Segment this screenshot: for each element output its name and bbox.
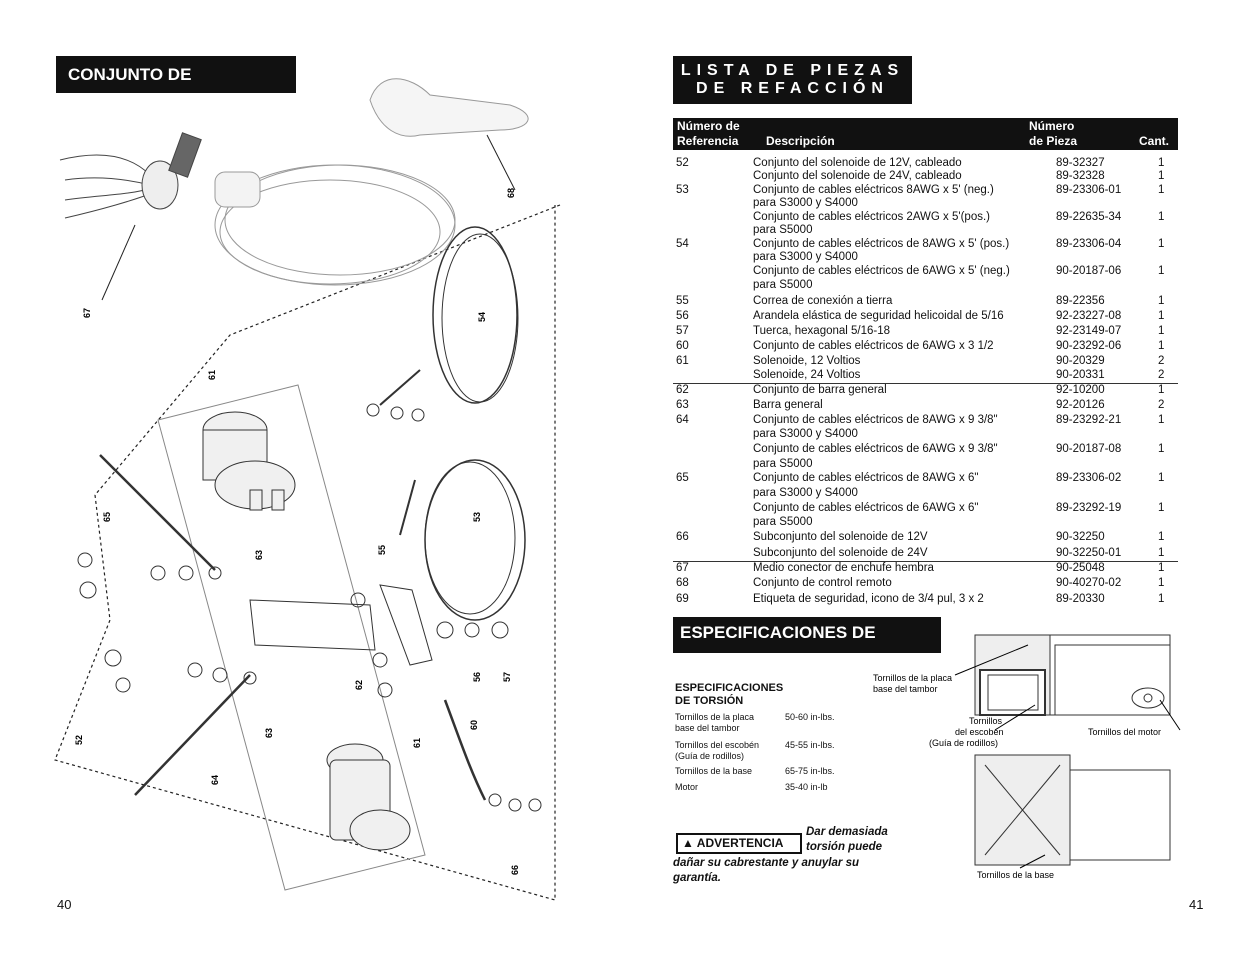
description-cell: Conjunto de cables eléctricos 2AWG x 5'(pos.) [753, 211, 990, 223]
description-cell: Conjunto de cables eléctricos de 8AWG x 6" [753, 472, 979, 484]
part-number-cell: 90-20187-06 [1056, 265, 1122, 277]
description-cell: Conjunto de cables eléctricos de 8AWG x 5' (pos.) [753, 238, 1010, 250]
description-cell: Barra general [753, 399, 823, 411]
spec-label-line2: base del tambor [675, 723, 740, 733]
spec-label-line2: (Guía de rodillos) [675, 751, 745, 761]
ref-cell: 66 [676, 531, 689, 543]
warning-badge-label: ADVERTENCIA [696, 836, 784, 850]
page-number-left: 40 [57, 897, 72, 912]
description-cell: Correa de conexión a tierra [753, 295, 893, 307]
qty-cell: 1 [1158, 157, 1165, 169]
warning-line4: garantía. [673, 872, 721, 884]
qty-cell: 1 [1158, 170, 1165, 182]
qty-cell: 1 [1158, 310, 1165, 322]
description-cell: Conjunto del solenoide de 12V, cableado [753, 157, 962, 169]
cable-60 [445, 700, 485, 800]
svg-text:52: 52 [74, 734, 84, 745]
header-part-line2: de Pieza [1029, 134, 1078, 148]
torque-subtitle-line1: ESPECIFICACIONES [675, 682, 784, 694]
ref-cell: 62 [676, 384, 689, 396]
part-number-cell: 92-10200 [1056, 384, 1105, 396]
qty-cell: 1 [1158, 295, 1165, 307]
description-cell: para S3000 y S4000 [753, 487, 858, 499]
part-number-cell: 92-20126 [1056, 399, 1105, 411]
part-number-cell: 89-22356 [1056, 295, 1105, 307]
ground-strap [380, 585, 432, 665]
ref-cell: 68 [676, 577, 689, 589]
plug-connector [60, 133, 201, 218]
svg-text:57: 57 [502, 671, 512, 682]
qty-cell: 2 [1158, 369, 1165, 381]
header-ref-line2: Referencia [677, 134, 739, 148]
warning-badge [676, 833, 802, 854]
svg-text:61: 61 [207, 369, 217, 380]
description-cell: Subconjunto del solenoide de 24V [753, 547, 928, 559]
spec-label-line1: Tornillos del escobén [675, 740, 760, 750]
cable-64 [135, 675, 250, 795]
description-cell: Conjunto de cables eléctricos de 6AWG x 9 3/8" [753, 443, 998, 455]
part-number-cell: 89-22635-34 [1056, 211, 1122, 223]
qty-cell: 1 [1158, 562, 1165, 574]
part-number-cell: 89-32328 [1056, 170, 1105, 182]
description-cell: Conjunto de cables eléctricos de 6AWG x 6" [753, 502, 979, 514]
hardware-washers [78, 404, 541, 811]
description-cell: para S3000 y S4000 [753, 251, 858, 263]
fig-label-base: Tornillos de la base [977, 870, 1055, 880]
part-number-cell: 89-23306-02 [1056, 472, 1122, 484]
description-cell: para S5000 [753, 458, 813, 470]
qty-cell: 1 [1158, 502, 1165, 514]
part-number-cell: 90-20187-08 [1056, 443, 1122, 455]
part-number-cell: 90-23292-06 [1056, 340, 1122, 352]
section-title-solenoid: CONJUNTO DE SOLENOIDE [56, 56, 296, 93]
svg-text:60: 60 [469, 719, 479, 730]
part-number-cell: 90-25048 [1056, 562, 1105, 574]
cable-53 [425, 460, 525, 620]
torque-spec-value: 65-75 in-lbs. [785, 766, 835, 776]
table-divider [673, 561, 1178, 562]
ref-cell: 65 [676, 472, 689, 484]
part-number-cell: 90-32250 [1056, 531, 1105, 543]
ref-cell: 67 [676, 562, 689, 574]
header-qty: Cant. [1139, 134, 1169, 148]
ref-cell: 54 [676, 238, 689, 250]
ref-cell: 63 [676, 399, 689, 411]
part-number-cell: 89-23292-21 [1056, 414, 1122, 426]
svg-text:63: 63 [254, 549, 264, 560]
description-cell: Conjunto de cables eléctricos de 6AWG x 3 1/2 [753, 340, 994, 352]
part-number-cell: 90-32250-01 [1056, 547, 1122, 559]
description-cell: Tuerca, hexagonal 5/16-18 [753, 325, 891, 337]
description-cell: Solenoide, 12 Voltios [753, 355, 861, 367]
description-cell: Arandela elástica de seguridad helicoidal de 5/16 [753, 310, 1004, 322]
solenoid-bottom [327, 744, 410, 850]
description-cell: Conjunto de cables eléctricos de 8AWG x 9 3/8" [753, 414, 998, 426]
svg-text:67: 67 [82, 307, 92, 318]
fig-label-motor: Tornillos del motor [1088, 727, 1162, 737]
ref-cell: 56 [676, 310, 689, 322]
description-cell: para S5000 [753, 279, 813, 291]
qty-cell: 1 [1158, 547, 1165, 559]
winch-torque-figure [870, 630, 1210, 890]
qty-cell: 1 [1158, 325, 1165, 337]
bus-bar-assembly [250, 600, 375, 650]
ref-cell: 52 [676, 157, 689, 169]
part-number-cell: 89-20330 [1056, 593, 1105, 605]
description-cell: Subconjunto del solenoide de 12V [753, 531, 928, 543]
description-cell: Conjunto del solenoide de 24V, cableado [753, 170, 962, 182]
fig-label-fair1: Tornillos [969, 716, 1003, 726]
description-cell: Solenoide, 24 Voltios [753, 369, 861, 381]
part-number-cell: 90-40270-02 [1056, 577, 1122, 589]
header-ref-line1: Número de [677, 119, 740, 133]
svg-text:66: 66 [510, 864, 520, 875]
part-number-cell: 90-20329 [1056, 355, 1105, 367]
qty-cell: 1 [1158, 211, 1165, 223]
description-cell: para S5000 [753, 224, 813, 236]
warning-line2: torsión puede [806, 841, 883, 853]
parts-title-line2: DE REFACCIÓN [696, 80, 889, 97]
fig-label-drum2: base del tambor [873, 684, 938, 694]
svg-text:63: 63 [264, 727, 274, 738]
description-cell: Conjunto de cables eléctricos 8AWG x 5' (neg.) [753, 184, 994, 196]
description-cell: para S5000 [753, 516, 813, 528]
warning-triangle-icon: ▲ [682, 836, 694, 850]
description-cell: Medio conector de enchufe hembra [753, 562, 934, 574]
qty-cell: 1 [1158, 443, 1165, 455]
description-cell: Conjunto de control remoto [753, 577, 892, 589]
svg-text:62: 62 [354, 679, 364, 690]
torque-spec-label [675, 766, 752, 777]
qty-cell: 1 [1158, 577, 1165, 589]
header-part-line1: Número [1029, 119, 1075, 133]
description-cell: Etiqueta de seguridad, icono de 3/4 pul, 3 x 2 [753, 593, 984, 605]
page-number-right: 41 [1189, 897, 1204, 912]
spec-label-line1: Tornillos de la placa [675, 712, 755, 722]
solenoid-exploded-diagram [40, 60, 580, 910]
cable-65 [100, 455, 215, 570]
torque-spec-label [675, 782, 698, 793]
parts-table-header [673, 118, 1178, 150]
torque-spec-label [675, 740, 759, 762]
ref-cell: 60 [676, 340, 689, 352]
torque-spec-label [675, 712, 754, 734]
torque-spec-value: 35-40 in-lb [785, 782, 828, 792]
qty-cell: 1 [1158, 265, 1165, 277]
warning-line1: Dar demasiada [806, 826, 888, 838]
qty-cell: 1 [1158, 340, 1165, 352]
spec-label-line1: Motor [675, 782, 699, 792]
ref-cell: 53 [676, 184, 689, 196]
qty-cell: 1 [1158, 384, 1165, 396]
svg-text:55: 55 [377, 544, 387, 555]
part-number-cell: 89-23292-19 [1056, 502, 1122, 514]
part-number-cell: 89-23306-01 [1056, 184, 1122, 196]
part-number-cell: 90-20331 [1056, 369, 1105, 381]
warning-line3: dañar su cabrestante y anuylar su [673, 857, 859, 869]
part-number-cell: 92-23149-07 [1056, 325, 1122, 337]
ref-cell: 69 [676, 593, 689, 605]
parts-title-line1: LISTA DE PIEZAS [680, 62, 905, 79]
ref-cell: 55 [676, 295, 689, 307]
torque-subtitle [675, 682, 783, 708]
ref-cell: 57 [676, 325, 689, 337]
qty-cell: 1 [1158, 472, 1165, 484]
svg-text:56: 56 [472, 671, 482, 682]
solenoid-top [203, 412, 295, 510]
svg-text:64: 64 [210, 774, 220, 785]
torque-subtitle-line2: DE TORSIÓN [675, 695, 744, 707]
description-cell: para S3000 y S4000 [753, 197, 858, 209]
ref-cell: 61 [676, 355, 689, 367]
remote-control-assembly [215, 79, 528, 285]
table-divider [673, 383, 1178, 384]
part-number-cell: 89-23306-04 [1056, 238, 1122, 250]
callout-68: 68 [506, 187, 516, 198]
description-cell: Conjunto de cables eléctricos de 6AWG x 5' (neg.) [753, 265, 1010, 277]
header-description: Descripción [766, 134, 835, 148]
qty-cell: 1 [1158, 238, 1165, 250]
svg-text:54: 54 [477, 311, 487, 322]
ref-cell: 64 [676, 414, 689, 426]
fig-label-drum1: Tornillos de la placa [873, 673, 953, 683]
fig-label-fair3: (Guía de rodillos) [929, 738, 999, 748]
part-number-cell: 92-23227-08 [1056, 310, 1122, 322]
part-number-cell: 89-32327 [1056, 157, 1105, 169]
fig-label-fair2: del escobén [955, 727, 1004, 737]
svg-text:65: 65 [102, 511, 112, 522]
qty-cell: 1 [1158, 593, 1165, 605]
section-title-parts-list [673, 56, 912, 104]
qty-cell: 1 [1158, 184, 1165, 196]
spec-label-line1: Tornillos de la base [675, 766, 753, 776]
svg-text:61: 61 [412, 737, 422, 748]
torque-spec-value: 45-55 in-lbs. [785, 740, 835, 750]
qty-cell: 2 [1158, 355, 1165, 367]
description-cell: Conjunto de barra general [753, 384, 887, 396]
svg-text:53: 53 [472, 511, 482, 522]
qty-cell: 1 [1158, 531, 1165, 543]
torque-spec-value: 50-60 in-lbs. [785, 712, 835, 722]
qty-cell: 1 [1158, 414, 1165, 426]
qty-cell: 2 [1158, 399, 1165, 411]
description-cell: para S3000 y S4000 [753, 428, 858, 440]
section-title-torque: ESPECIFICACIONES DE TORSIÓN [673, 617, 941, 653]
